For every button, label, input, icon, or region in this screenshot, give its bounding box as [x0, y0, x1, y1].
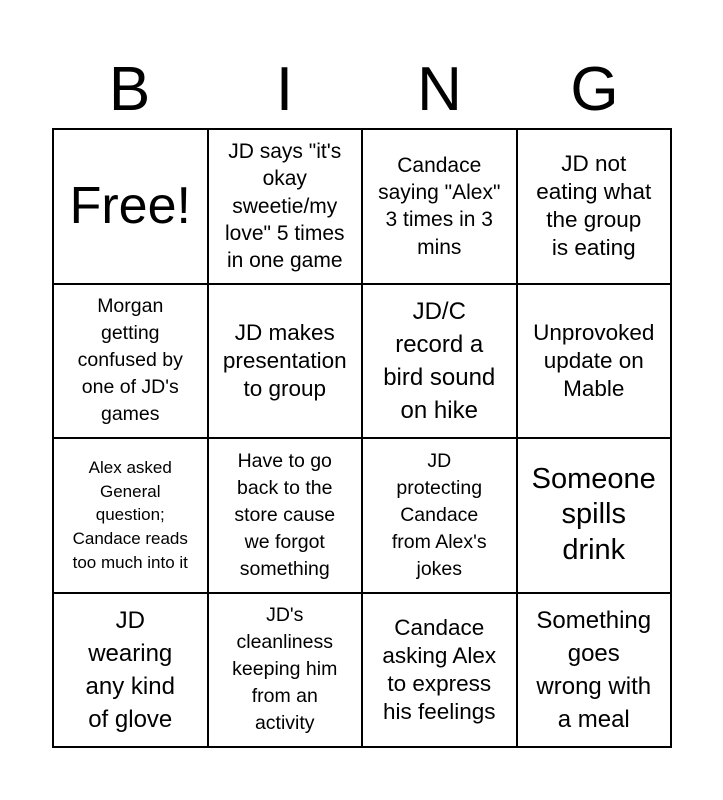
bingo-cell[interactable]	[518, 130, 673, 285]
bingo-cell[interactable]	[363, 285, 518, 440]
cell-text: Someone spills drink	[531, 462, 656, 567]
bingo-cell[interactable]	[209, 439, 364, 594]
cell-text: Candace saying "Alex" 3 times in 3 mins	[378, 153, 501, 259]
cell-text: Have to go back to the store cause we forgot something	[234, 449, 336, 580]
cell-text: JD not eating what the group is eating	[536, 151, 652, 261]
bingo-cell[interactable]	[209, 285, 364, 440]
cell-text: Candace asking Alex to express his feelings	[382, 614, 497, 724]
title-letter-i: I	[275, 55, 294, 124]
cell-text: Morgan getting confused by one of JD's games	[77, 295, 183, 426]
bingo-cell[interactable]	[363, 594, 518, 749]
cell-text: JD wearing any kind of glove	[85, 606, 175, 733]
bingo-cell[interactable]	[54, 439, 209, 594]
cell-text: Alex asked General question; Candace reads too much into it	[72, 458, 188, 572]
bingo-cell[interactable]	[518, 594, 673, 749]
bingo-cell[interactable]	[209, 130, 364, 285]
cell-text: JD protecting Candace from Alex's jokes	[391, 449, 487, 580]
bingo-cell-free[interactable]	[54, 130, 209, 285]
title-letter-b: B	[108, 55, 151, 124]
title-letter-g: G	[570, 55, 619, 124]
title-letter-n: N	[417, 55, 462, 124]
cell-text: JD says "it's okay sweetie/my love" 5 times in one game	[225, 140, 345, 273]
bingo-title	[52, 52, 672, 128]
bingo-cell[interactable]	[518, 439, 673, 594]
cell-text: Something goes wrong with a meal	[536, 606, 652, 733]
bingo-cell[interactable]	[363, 130, 518, 285]
bingo-cell[interactable]	[518, 285, 673, 440]
bingo-card-grid	[52, 128, 672, 748]
bingo-cell[interactable]	[54, 285, 209, 440]
cell-text: JD/C record a bird sound on hike	[383, 297, 496, 424]
cell-text: JD's cleanliness keeping him from an activity	[232, 604, 338, 735]
cell-text: Free!	[69, 176, 191, 235]
cell-text: JD makes presentation to group	[222, 319, 347, 401]
cell-text: Unprovoked update on Mable	[533, 319, 655, 401]
bingo-cell[interactable]	[54, 594, 209, 749]
bingo-cell[interactable]	[363, 439, 518, 594]
bingo-cell[interactable]	[209, 594, 364, 749]
